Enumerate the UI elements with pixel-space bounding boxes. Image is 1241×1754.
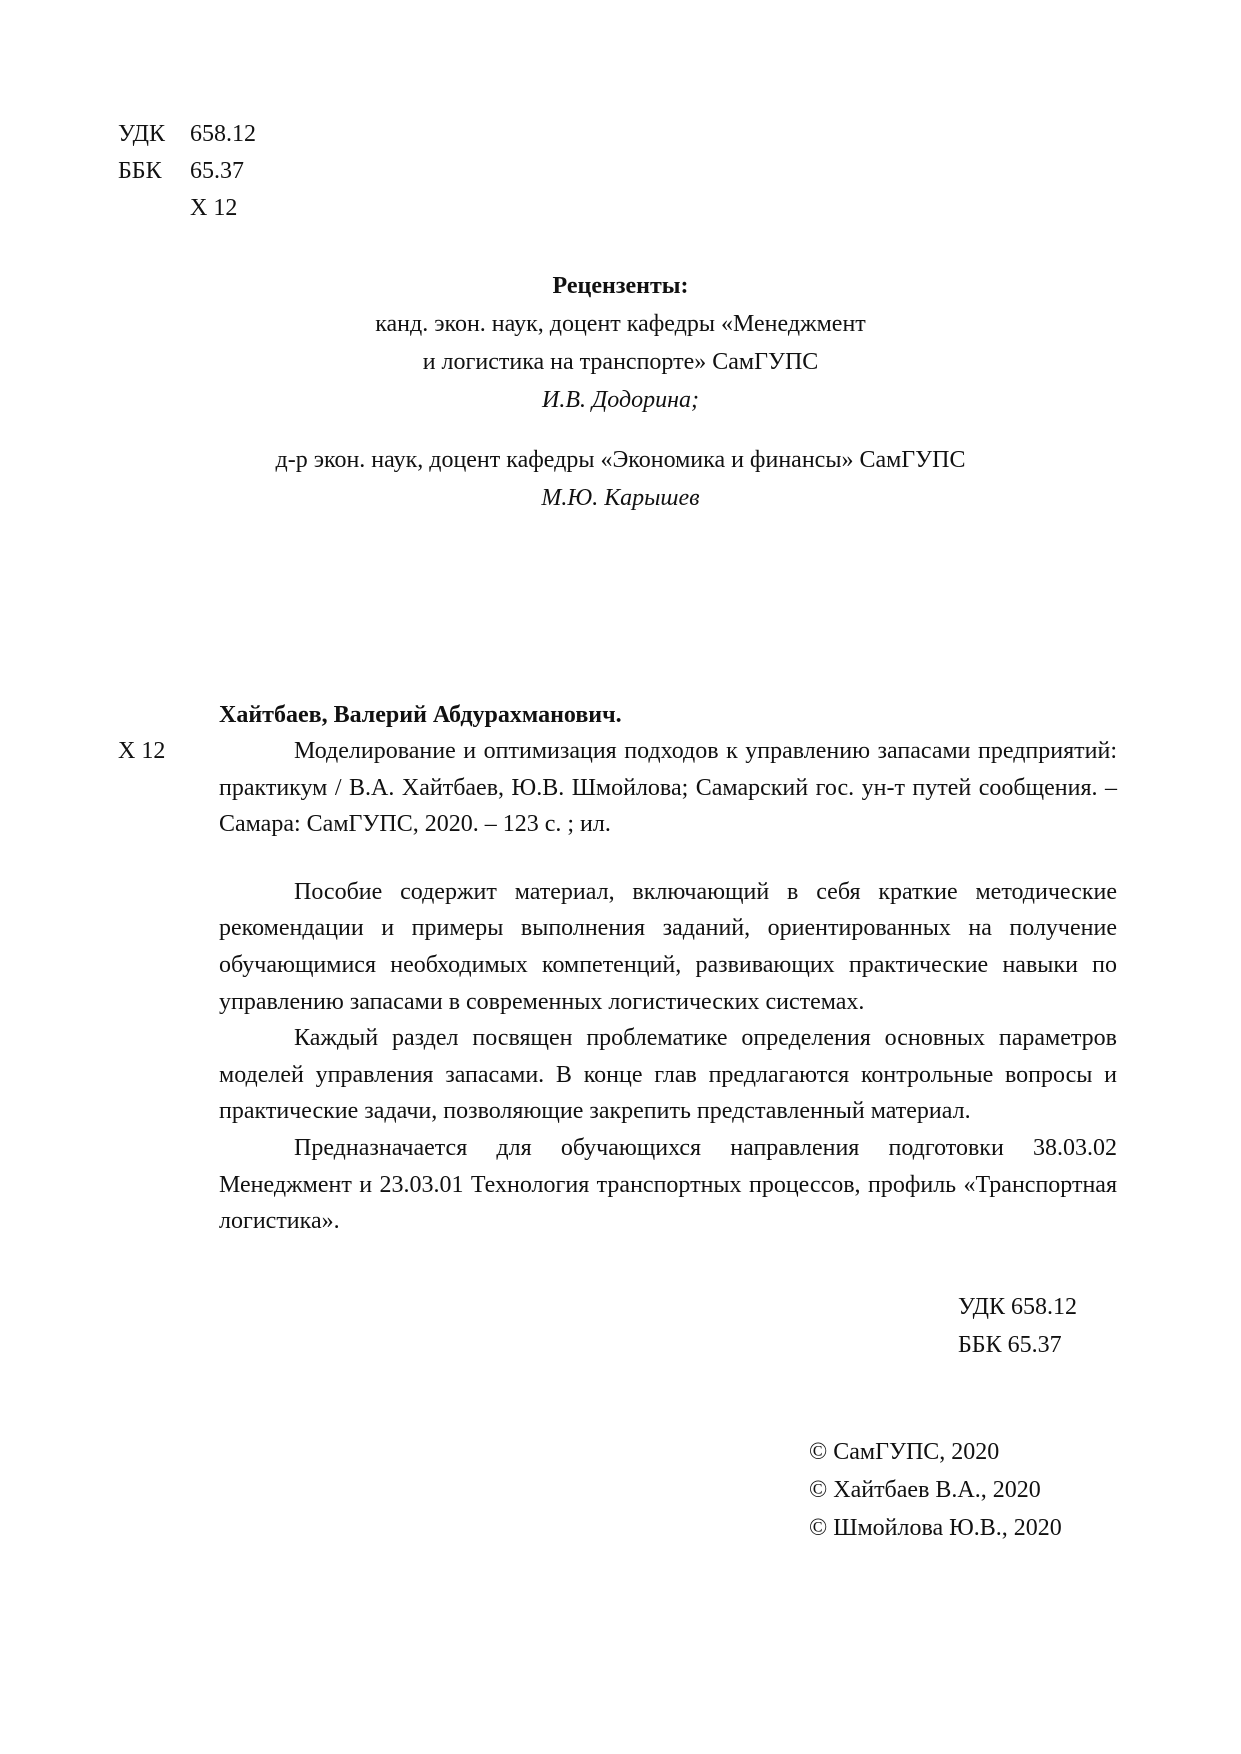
annotation-paragraph-2: Каждый раздел посвящен проблематике определения основных параметров моделей управления запасами. В конце глав предлагаются контрольные вопросы и практические задачи, позволяющие закрепить представленный материал. xyxy=(219,1025,1117,1125)
annotation-paragraph-1: Пособие содержит материал, включающий в себя краткие методические рекомендации и примеры выполнения заданий, ориентированных на получение обучающимися необходимых компетенций, развивающих практические навыки по управлению запасами в современных логистических системах. xyxy=(219,878,1117,1015)
udk-row xyxy=(118,116,256,153)
reviewer1-affiliation-line2: и логистика на транспорте» СамГУПС xyxy=(422,349,819,375)
udk-label: УДК xyxy=(118,121,165,147)
author-mark-row xyxy=(118,190,256,227)
classification-block xyxy=(118,116,256,227)
reviewer2-name: М.Ю. Карышев xyxy=(541,485,700,511)
copyright-line-3: © Шмойлова Ю.В., 2020 xyxy=(809,1515,1062,1541)
bbk-row xyxy=(118,153,256,190)
author-mark: Х 12 xyxy=(190,195,238,221)
reviewers-heading: Рецензенты: xyxy=(552,273,689,299)
reviewer2-affiliation: д-р экон. наук, доцент кафедры «Экономика и финансы» СамГУПС xyxy=(275,447,966,473)
reviewer1-affiliation-line1: канд. экон. наук, доцент кафедры «Менеджмент xyxy=(375,311,866,337)
reviewer1-name: И.В. Додорина; xyxy=(542,387,699,413)
bottom-classification xyxy=(958,1288,1077,1364)
bottom-udk: УДК 658.12 xyxy=(958,1294,1077,1320)
copyright-line-1: © СамГУПС, 2020 xyxy=(809,1439,1000,1465)
udk-value: 658.12 xyxy=(190,121,256,147)
annotation-paragraph-3: Предназначается для обучающихся направления подготовки 38.03.02 Менеджмент и 23.03.01 Технология транспортных процессов, профиль «Транспортная логистика». xyxy=(219,1134,1117,1235)
bbk-value: 65.37 xyxy=(190,158,244,184)
copyright-block xyxy=(809,1433,1062,1547)
reviewers-block xyxy=(0,268,1241,517)
main-text xyxy=(219,733,1117,1240)
author-heading: Хайтбаев, Валерий Абдурахманович. xyxy=(219,702,622,728)
bibliographic-description: Моделирование и оптимизация подходов к управлению запасами предприятий: практикум / В.А. Хайтбаев, Ю.В. Шмойлова; Самарский гос. ун-т путей сообщения. – Самара: СамГУПС, 2020. – 123 с. ; ил. xyxy=(219,738,1117,838)
bibliographic-code: Х 12 xyxy=(118,738,166,764)
bbk-label: ББК xyxy=(118,158,162,184)
bottom-bbk: ББК 65.37 xyxy=(958,1332,1062,1358)
copyright-line-2: © Хайтбаев В.А., 2020 xyxy=(809,1477,1041,1503)
